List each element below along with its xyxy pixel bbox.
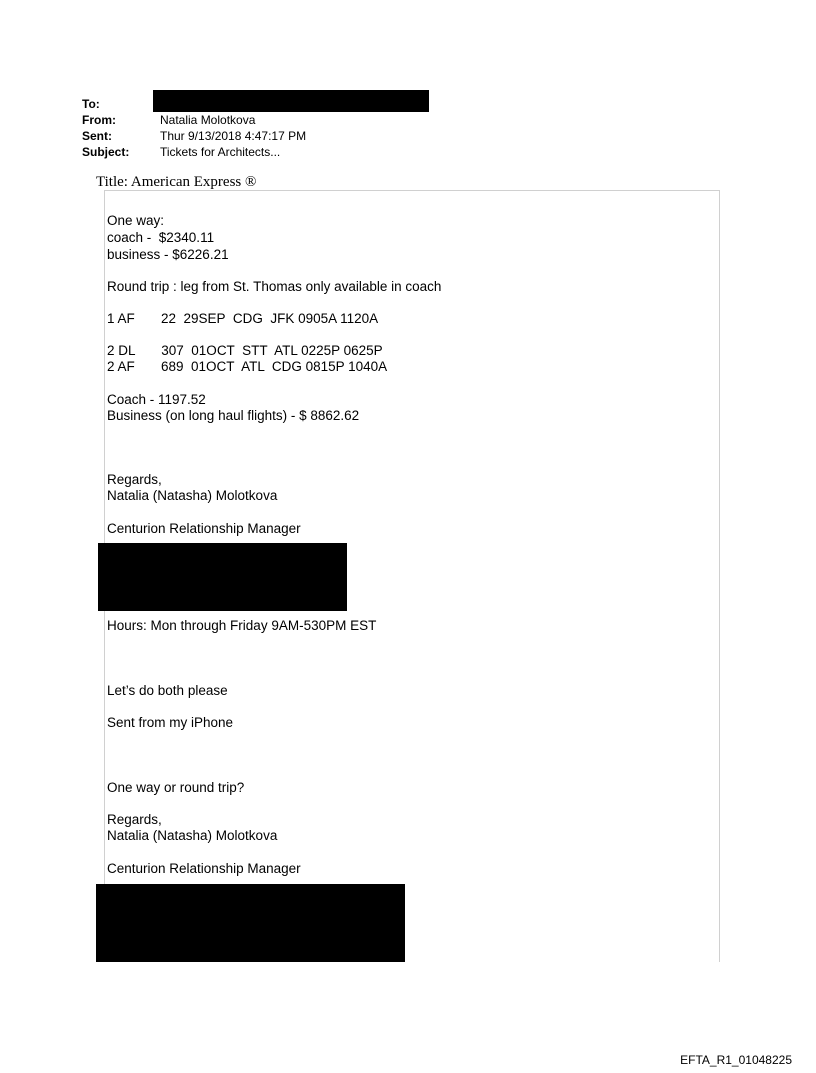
sender-role: Centurion Relationship Manager [107, 861, 301, 876]
subject-value: Tickets for Architects... [160, 145, 281, 159]
document-id: EFTA_R1_01048225 [680, 1053, 792, 1067]
message-border-top [104, 190, 720, 191]
coach-round-trip-price: Coach - 1197.52 [107, 392, 206, 407]
hours-text: Hours: Mon through Friday 9AM-530PM EST [107, 618, 377, 633]
sent-value: Thur 9/13/2018 4:47:17 PM [160, 129, 307, 143]
question-text: One way or round trip? [107, 780, 245, 795]
subject-row [82, 144, 306, 160]
flight-line: 2 AF 689 01OCT ATL CDG 0815P 1040A [107, 359, 388, 374]
to-label: To: [82, 97, 100, 111]
signature-redaction [98, 543, 347, 611]
sender-role: Centurion Relationship Manager [107, 521, 301, 536]
regards-text: Regards, [107, 812, 162, 827]
message-border-right [719, 190, 720, 962]
to-redaction [153, 90, 429, 112]
sent-label: Sent: [82, 129, 112, 143]
regards-text: Regards, [107, 472, 162, 487]
from-label: From: [82, 113, 116, 127]
from-row [82, 112, 306, 128]
round-trip-note: Round trip : leg from St. Thomas only available in coach [107, 279, 442, 294]
sent-from-text: Sent from my iPhone [107, 715, 234, 730]
flight-line: 1 AF 22 29SEP CDG JFK 0905A 1120A [107, 311, 379, 326]
one-way-label: One way: [107, 213, 165, 228]
sender-name: Natalia (Natasha) Molotkova [107, 488, 278, 503]
coach-price: coach - $2340.11 [107, 230, 215, 245]
message-title: Title: American Express ® [96, 174, 257, 190]
sender-name: Natalia (Natasha) Molotkova [107, 828, 278, 843]
business-round-trip-price: Business (on long haul flights) - $ 8862.62 [107, 408, 360, 423]
flight-line: 2 DL 307 01OCT STT ATL 0225P 0625P [107, 343, 383, 358]
subject-label: Subject: [82, 145, 130, 159]
from-value: Natalia Molotkova [160, 113, 256, 127]
message-border-left [104, 190, 105, 884]
signature-redaction [96, 884, 405, 962]
reply-text: Let’s do both please [107, 683, 228, 698]
sent-row [82, 128, 306, 144]
business-price: business - $6226.21 [107, 247, 229, 262]
